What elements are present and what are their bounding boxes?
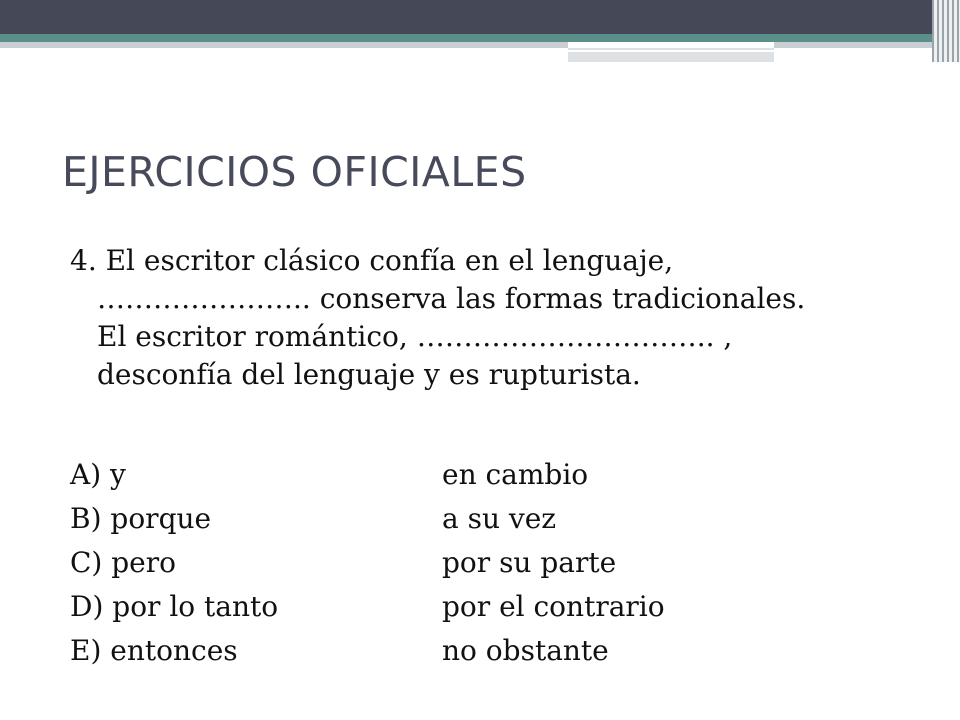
option-first-connector: B) porque	[70, 502, 212, 535]
option-d	[70, 585, 665, 629]
header-band-right	[774, 42, 932, 48]
slide-title: EJERCICIOS OFICIALES	[62, 148, 527, 196]
header-stripes	[932, 0, 960, 62]
option-first-connector: D) por lo tanto	[70, 590, 279, 623]
option-b	[70, 497, 665, 541]
option-e	[70, 629, 665, 673]
header-bar	[0, 0, 960, 34]
option-c	[70, 541, 665, 585]
question-text	[70, 242, 930, 394]
option-second-connector: en cambio	[442, 458, 589, 491]
option-second-connector: por el contrario	[442, 590, 665, 623]
question-line: El escritor romántico, ………………………….. ,	[97, 320, 733, 353]
question-line: 4. El escritor clásico confía en el lenguaje,	[70, 244, 674, 277]
option-second-connector: no obstante	[442, 634, 609, 667]
option-second-connector: por su parte	[442, 546, 617, 579]
question-line: desconfía del lenguaje y es rupturista.	[97, 358, 641, 391]
option-first-connector: C) pero	[70, 546, 176, 579]
option-first-connector: E) entonces	[70, 634, 238, 667]
header-accent-line	[0, 34, 960, 42]
option-first-connector: A) y	[70, 458, 126, 491]
answer-options	[70, 453, 665, 673]
header-band-left	[0, 42, 568, 48]
option-second-connector: a su vez	[442, 502, 557, 535]
option-a	[70, 453, 665, 497]
question-line: ………………….. conserva las formas tradicionales.	[97, 282, 806, 315]
header-white-line	[568, 50, 888, 52]
